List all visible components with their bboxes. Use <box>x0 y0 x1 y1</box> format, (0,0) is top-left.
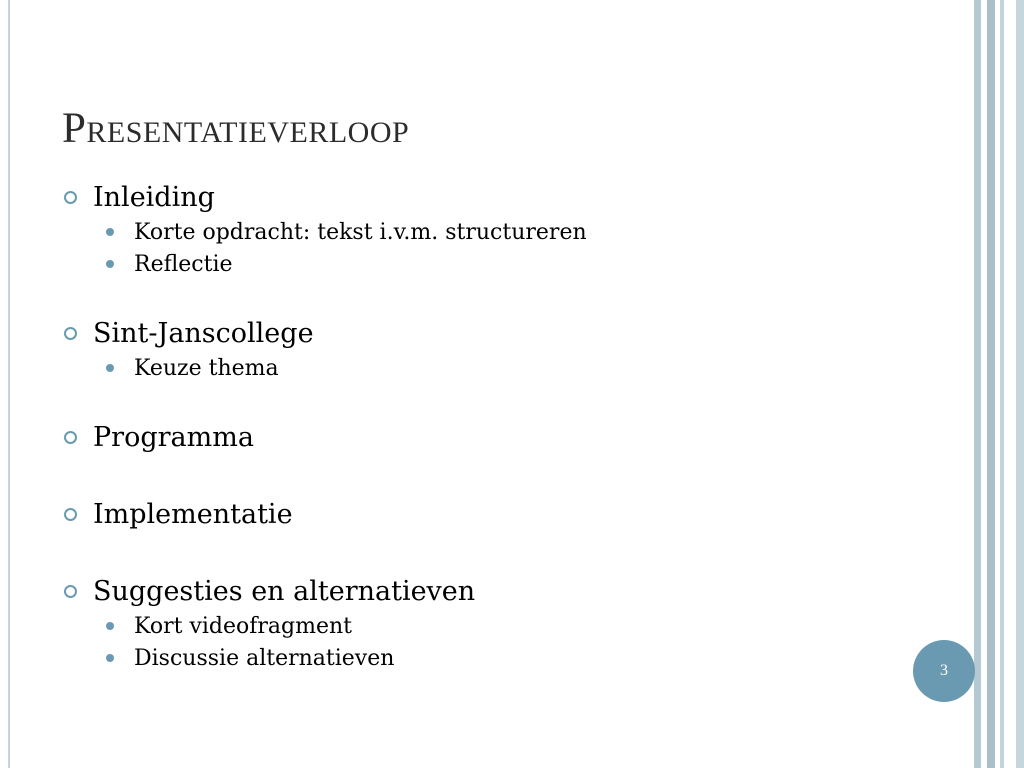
sub-item <box>62 248 902 280</box>
dot-bullet-icon <box>106 654 114 662</box>
outline-item <box>62 418 902 456</box>
circle-bullet-icon <box>64 431 77 444</box>
sub-item <box>62 352 902 384</box>
outline-item-label: Suggesties en alternatieven <box>93 575 476 607</box>
outline-item-label: Sint-Janscollege <box>93 317 314 349</box>
dot-bullet-icon <box>106 622 114 630</box>
outline-item <box>62 178 902 280</box>
left-edge-line <box>0 0 10 768</box>
sub-item <box>62 216 902 248</box>
dot-bullet-icon <box>106 364 114 372</box>
decorative-stripes <box>974 0 1024 768</box>
outline-item-label: Implementatie <box>93 498 293 530</box>
slide-title: Presentatieverloop <box>62 105 410 152</box>
sub-item-label: Reflectie <box>134 251 233 277</box>
circle-bullet-icon <box>64 585 77 598</box>
outline-item <box>62 495 902 533</box>
circle-bullet-icon <box>64 191 77 204</box>
sub-item-label: Discussie alternatieven <box>134 645 395 671</box>
outline-item-label: Programma <box>93 421 254 453</box>
circle-bullet-icon <box>64 327 77 340</box>
sub-item <box>62 610 902 642</box>
outline-item <box>62 314 902 384</box>
outline-list <box>62 178 902 674</box>
page-number-badge: 3 <box>913 640 975 702</box>
outline-item <box>62 572 902 674</box>
circle-bullet-icon <box>64 508 77 521</box>
sub-item-label: Kort videofragment <box>134 613 353 639</box>
dot-bullet-icon <box>106 228 114 236</box>
outline-item-label: Inleiding <box>93 181 215 213</box>
sub-item <box>62 642 902 674</box>
sub-item-label: Keuze thema <box>134 355 279 381</box>
dot-bullet-icon <box>106 260 114 268</box>
sub-item-label: Korte opdracht: tekst i.v.m. structureren <box>134 219 587 245</box>
